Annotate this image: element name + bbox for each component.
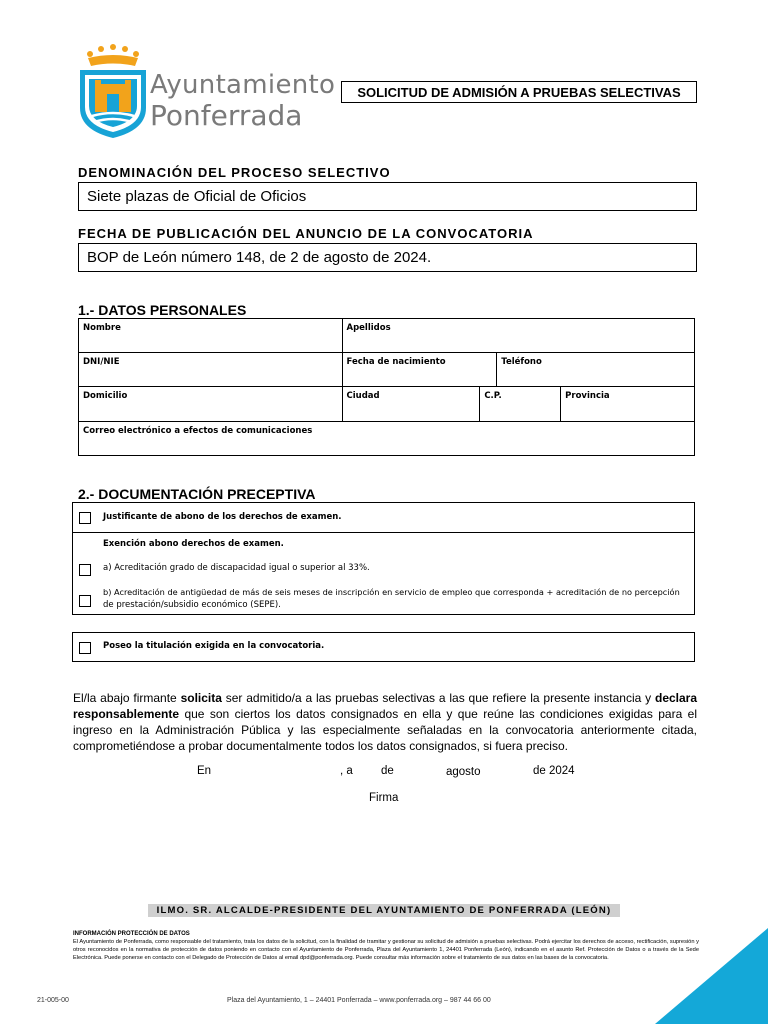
crown-icon — [87, 44, 139, 66]
signature-de: de — [381, 765, 394, 777]
personal-data-table — [78, 318, 695, 456]
process-field[interactable] — [78, 182, 697, 211]
cp-label: C.P. — [484, 391, 502, 401]
footer-address: Plaza del Ayuntamiento, 1 – 24401 Ponferrada – www.ponferrada.org – 987 44 66 00 — [227, 997, 491, 1004]
logo-text-ayuntamiento: Ayuntamiento — [150, 70, 336, 100]
logo-text-ponferrada: Ponferrada — [150, 99, 303, 132]
declaration-text-2: ser admitido/a a las pruebas selectivas a las que refiere la presente instancia y — [221, 691, 655, 705]
declaration-declara: declara responsablemente — [73, 691, 698, 721]
provincia-label: Provincia — [565, 391, 610, 401]
corner-accent — [655, 928, 768, 1024]
opcion-a-checkbox[interactable] — [79, 564, 91, 576]
nombre-label: Nombre — [83, 323, 121, 333]
process-value: Siete plazas de Oficial de Oficios — [87, 188, 307, 205]
apellidos-label: Apellidos — [346, 323, 391, 333]
declaration-text-1: El/la abajo firmante — [73, 691, 181, 705]
documentation-divider — [72, 532, 695, 533]
addressee: ILMO. SR. ALCALDE-PRESIDENTE DEL AYUNTAMIENTO DE PONFERRADA (LEÓN) — [148, 904, 620, 917]
titulacion-checkbox[interactable] — [79, 642, 91, 654]
signature-comma-a: , a — [340, 765, 353, 777]
ciudad-label: Ciudad — [346, 391, 380, 401]
telefono-field[interactable] — [497, 353, 695, 387]
dni-label: DNI/NIE — [83, 357, 120, 367]
nombre-field[interactable] — [79, 319, 343, 353]
telefono-label: Teléfono — [501, 357, 542, 367]
opcion-b-label-line2: de prestación/subsidio económico (SEPE). — [103, 600, 281, 610]
privacy-text: El Ayuntamiento de Ponferrada, como responsable del tratamiento, trata los datos de la solicitud, con la finalidad de tramitar y gestionar su solicitud de admisión a pruebas selectivas. Podrá ejercitar los derechos de acceso, rectificación, supresión y otros reconocidos en la normativa de protección de datos poniendo en contacto con el Ayuntamiento de Ponferrada, Plaza del Ayuntamiento 1, 24401 Ponferrada (León), indicando en el asunto Ref. Protección de Datos o a través de la Sede Electrónica. Puede ponerse en contacto con el Delegado de Protección de Datos al email dpd@ponferrada.org. Puede consultar más información sobre el tratamiento de sus datos en las bases de la convocatoria. — [73, 939, 699, 961]
signature-month: agosto — [446, 766, 481, 778]
opcion-a-label: a) Acreditación grado de discapacidad igual o superior al 33%. — [103, 563, 370, 573]
signature-firma-label: Firma — [369, 792, 399, 804]
titulacion-label: Poseo la titulación exigida en la convocatoria. — [103, 641, 325, 651]
fecha-nacimiento-field[interactable] — [342, 353, 497, 387]
process-label: DENOMINACIÓN DEL PROCESO SELECTIVO — [78, 165, 391, 180]
justificante-checkbox[interactable] — [79, 512, 91, 524]
cp-field[interactable] — [480, 387, 561, 422]
domicilio-field[interactable] — [79, 387, 343, 422]
correo-field[interactable] — [79, 422, 695, 456]
declaration-text-3: que son ciertos los datos consignados en ella y que reúne las condiciones exigidas para el ingreso en la Administración Pública y las especialmente señaladas en la convocatoria anteriormente citada, comprometiéndose a probar documentalmente todos los datos consignados, si fuera preciso. — [73, 707, 697, 753]
correo-label: Correo electrónico a efectos de comunicaciones — [83, 426, 313, 436]
justificante-label: Justificante de abono de los derechos de examen. — [103, 512, 342, 522]
declaration-solicita: solicita — [180, 691, 222, 705]
publication-value: BOP de León número 148, de 2 de agosto de 2024. — [87, 249, 432, 266]
privacy-title: INFORMACIÓN PROTECCIÓN DE DATOS — [73, 931, 190, 937]
signature-year: de 2024 — [533, 765, 575, 777]
ciudad-field[interactable] — [342, 387, 480, 422]
document-code: 21-005-00 — [37, 997, 69, 1004]
shield-icon — [80, 70, 146, 138]
provincia-field[interactable] — [561, 387, 695, 422]
dni-field[interactable] — [79, 353, 343, 387]
personal-data-heading: 1.- DATOS PERSONALES — [78, 302, 247, 318]
publication-label: FECHA DE PUBLICACIÓN DEL ANUNCIO DE LA CONVOCATORIA — [78, 226, 534, 241]
declaration-paragraph — [73, 690, 697, 754]
apellidos-field[interactable] — [342, 319, 695, 353]
fecha-nacimiento-label: Fecha de nacimiento — [346, 357, 446, 367]
documentation-heading: 2.- DOCUMENTACIÓN PRECEPTIVA — [78, 486, 316, 502]
privacy-notice — [73, 930, 699, 962]
publication-field[interactable] — [78, 243, 697, 272]
signature-en: En — [197, 765, 212, 777]
opcion-b-checkbox[interactable] — [79, 595, 91, 607]
domicilio-label: Domicilio — [83, 391, 128, 401]
exencion-label: Exención abono derechos de examen. — [103, 539, 284, 549]
opcion-b-label-line1: b) Acreditación de antigüedad de más de seis meses de inscripción en servicio de empleo que corresponda + acreditación de no percepción — [103, 587, 680, 597]
form-title: SOLICITUD DE ADMISIÓN A PRUEBAS SELECTIVAS — [341, 81, 697, 103]
